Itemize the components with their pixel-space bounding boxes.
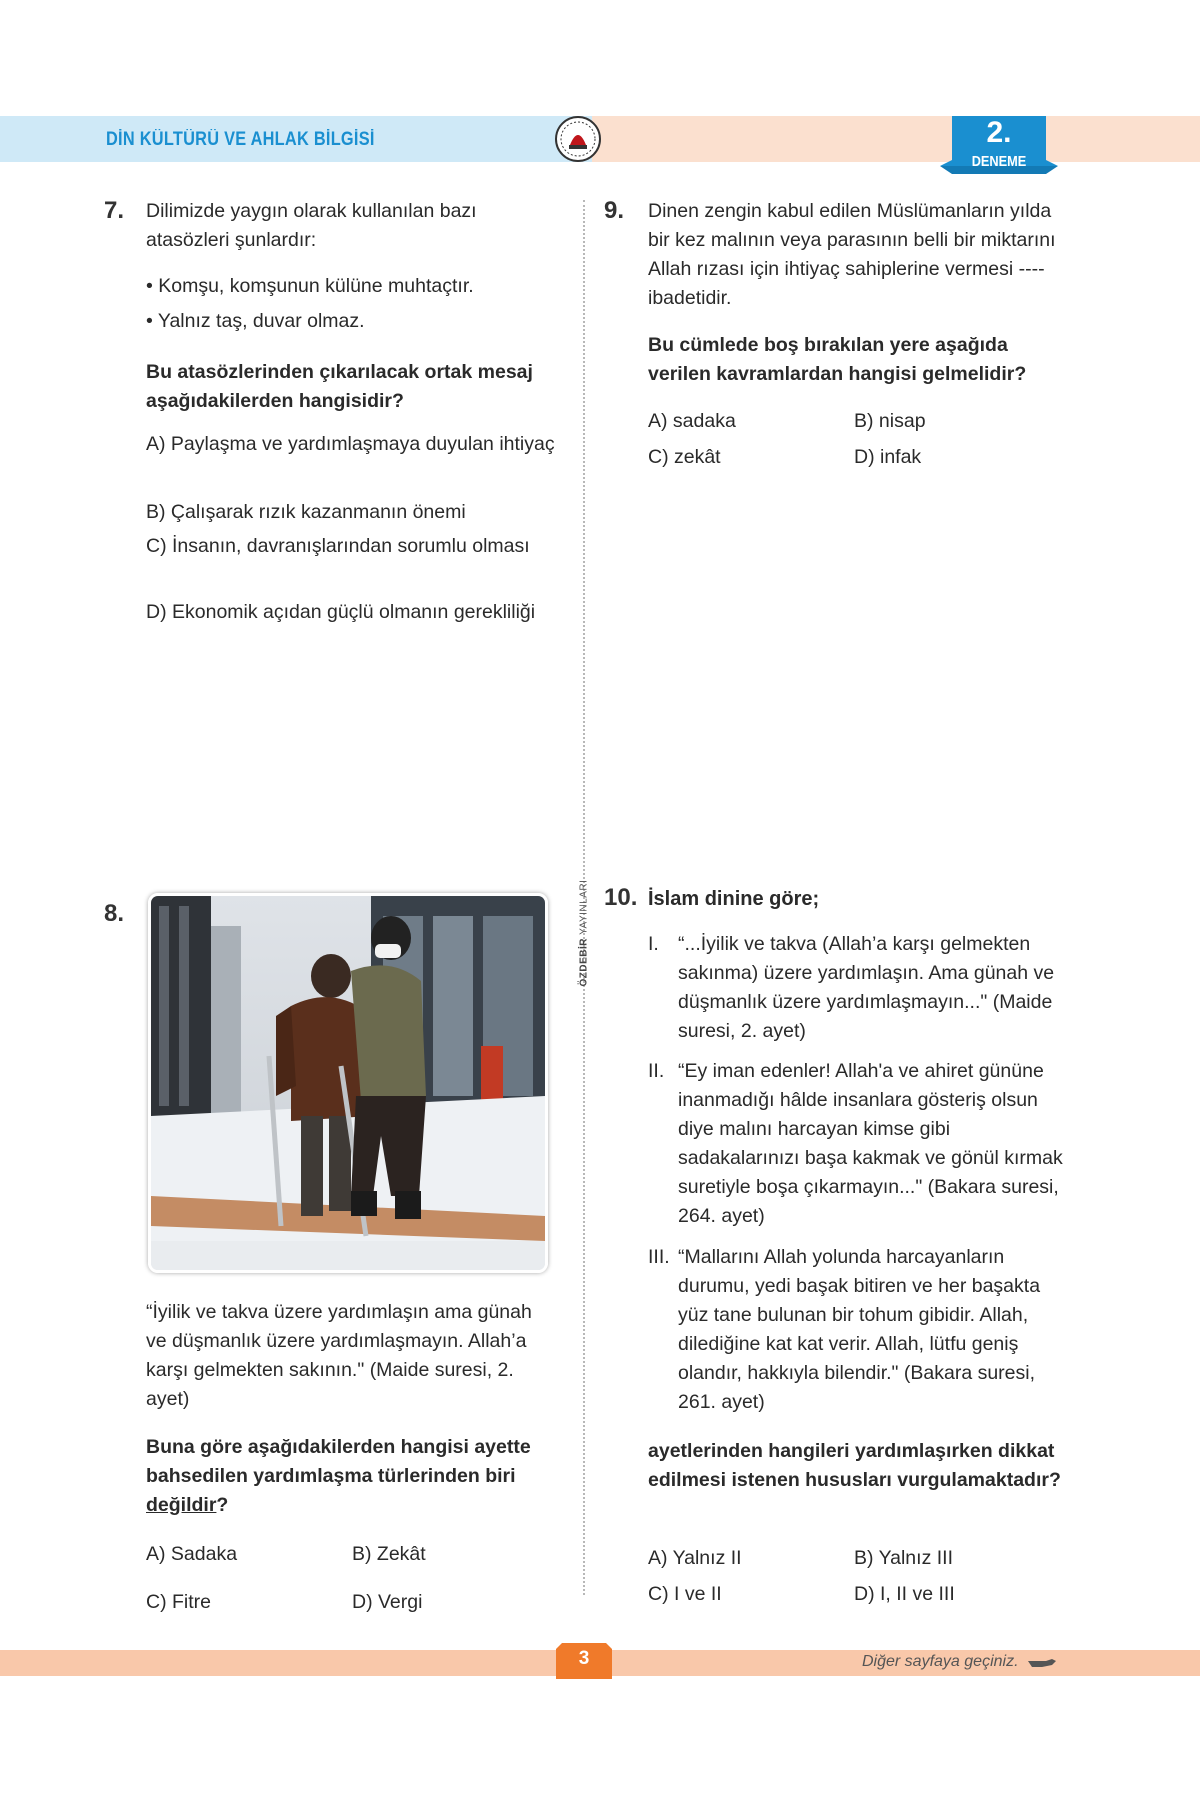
q10-item-1-numeral: I. [648, 933, 659, 955]
q10-title: İslam dinine göre; [648, 888, 820, 910]
q8-option-b[interactable]: B) Zekât [352, 1543, 426, 1565]
q7-bullet-2: • Yalnız taş, duvar olmaz. [146, 310, 365, 332]
subject-title: DİN KÜLTÜRÜ VE AHLAK BİLGİSİ [106, 129, 375, 150]
q10-option-d[interactable]: D) I, II ve III [854, 1583, 955, 1605]
q10-item-1 [648, 930, 1068, 1046]
q7-bullet-1: • Komşu, komşunun külüne muhtaçtır. [146, 275, 474, 297]
q10-item-3-text: “Mallarını Allah yolunda harcayanların durumu, yedi başak bitiren ve her başakta yüz tane bulunan bir tohum gibidir. Allah, dilediğine kat kat verir. Allah, lütfu geniş olandır, hakkıyla bilendir." (Bakara suresi, 261. ayet) [678, 1246, 1041, 1413]
q8-question-pre: Buna göre aşağıdakilerden hangisi ayette bahsedilen yardımlaşma türlerinden biri [146, 1436, 531, 1487]
q8-number: 8. [104, 900, 125, 927]
deneme-label: DENEME [971, 153, 1027, 170]
q8-option-d[interactable]: D) Vergi [352, 1591, 423, 1613]
q8-quote: “İyilik ve takva üzere yardımlaşın ama günah ve düşmanlık üzere yardımlaşmayın. Allah’a karşı gelmekten sakının." (Maide suresi, 2. ayet) [146, 1301, 532, 1410]
q10-item-1-text: “...İyilik ve takva (Allah’a karşı gelmekten sakınma) üzere yardımlaşın. Ama günah ve düşmanlık üzere yardımlaşmayın..." (Maide suresi, 2. ayet) [678, 933, 1055, 1042]
side-brand-suffix: YAYINLARI [578, 879, 590, 935]
q10-item-3-numeral: III. [648, 1246, 670, 1268]
q8-option-a[interactable]: A) Sadaka [146, 1543, 238, 1565]
pointing-hand-icon [1028, 1655, 1056, 1671]
q9-stem: Dinen zengin kabul edilen Müslümanların yılda bir kez malının veya parasının belli bir miktarını Allah rızası için ihtiyaç sahiplerine vermesi ---- ibadetidir. [648, 200, 1056, 309]
q10-option-c[interactable]: C) I ve II [648, 1583, 722, 1605]
q9-option-c[interactable]: C) zekât [648, 446, 721, 468]
q8-question-post: ? [216, 1494, 229, 1516]
side-brand-name: ÖZDEBİR [578, 938, 590, 987]
q10-option-a[interactable]: A) Yalnız II [648, 1547, 742, 1569]
next-page-note: Diğer sayfaya geçiniz. [862, 1653, 1019, 1670]
q9-option-b[interactable]: B) nisap [854, 410, 926, 432]
q7-option-c[interactable]: C) İnsanın, davranışlarından sorumlu olması [146, 535, 530, 557]
q10-item-2-text: “Ey iman edenler! Allah'a ve ahiret gününe inanmadığı hâlde insanlara gösteriş olsun diye malını harcayan kimse gibi sadakalarınızı başa kakmak ve gönül kırmak suretiyle boşa çıkarmayın..." (Bakara suresi, 264. ayet) [678, 1060, 1063, 1227]
q8-option-c[interactable]: C) Fitre [146, 1591, 211, 1613]
q10-item-2-numeral: II. [648, 1060, 665, 1082]
q7-question: Bu atasözlerinden çıkarılacak ortak mesaj aşağıdakilerden hangisidir? [146, 361, 533, 412]
q9-option-a[interactable]: A) sadaka [648, 410, 736, 432]
q7-option-a[interactable]: A) Paylaşma ve yardımlaşmaya duyulan ihtiyaç [146, 433, 555, 455]
q10-item-3 [648, 1243, 1068, 1417]
page-number: 3 [578, 1648, 590, 1669]
q8-photo [148, 893, 548, 1273]
publisher-logo-icon [554, 115, 602, 163]
q8-question [146, 1433, 556, 1520]
two-people-walking-on-snow-image [151, 896, 545, 1270]
q10-number: 10. [604, 884, 638, 911]
deneme-number: 2. [986, 116, 1012, 149]
q9-number: 9. [604, 197, 625, 224]
q10-item-2 [648, 1057, 1068, 1231]
q9-option-d[interactable]: D) infak [854, 446, 922, 468]
q10-option-b[interactable]: B) Yalnız III [854, 1547, 953, 1569]
side-brand [571, 840, 595, 990]
q9-question: Bu cümlede boş bırakılan yere aşağıda verilen kavramlardan hangisi gelmelidir? [648, 334, 1027, 385]
q7-option-b[interactable]: B) Çalışarak rızık kazanmanın önemi [146, 501, 466, 523]
q7-option-d[interactable]: D) Ekonomik açıdan güçlü olmanın gerekliliği [146, 601, 536, 623]
q7-stem: Dilimizde yaygın olarak kullanılan bazı atasözleri şunlardır: [146, 200, 477, 251]
header-band-right [592, 116, 1200, 162]
q8-question-negation: değildir [146, 1494, 217, 1516]
q7-number: 7. [104, 197, 125, 224]
q10-question: ayetlerinden hangileri yardımlaşırken dikkat edilmesi istenen hususları vurgulamaktadır? [648, 1440, 1061, 1491]
